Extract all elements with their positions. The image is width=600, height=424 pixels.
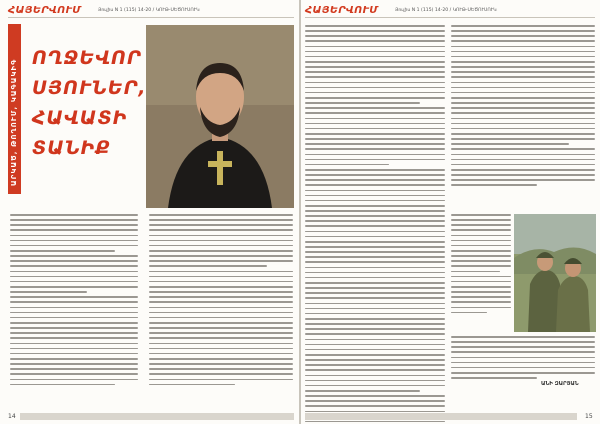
issue-line: Յուլիս N 1 (115) 14-20 / ԿՈՒԹ-ՍԵԾՈՒՍՈՒԿ [395, 8, 497, 13]
text-column-4 [451, 25, 595, 190]
left-page [0, 0, 299, 424]
right-page [301, 0, 600, 424]
magazine-logo: ՀԱՅԵՐՎՈՒՄ [305, 5, 379, 16]
right-footer-bar [305, 413, 577, 420]
text-column-3 [305, 25, 445, 424]
magazine-logo: ՀԱՅԵՐՎՈՒՄ [8, 5, 82, 16]
header-rule [8, 17, 294, 18]
author-signature: ԱՆԻ ԶԱՐՅԱՆ [541, 381, 579, 387]
title-line-2: ՍՅՈՒՆԵՐ, [32, 78, 147, 99]
soldiers-photo [514, 214, 596, 332]
header-rule [305, 17, 595, 18]
priest-photo [146, 25, 294, 208]
text-column-4-lower [451, 214, 511, 317]
page-number-left: 14 [8, 413, 16, 420]
issue-line: Յուլիս N 1 (115) 14-20 / ԿՈՒԹ-ՍԵԾՈՒՍՈՒԿ [98, 8, 200, 13]
text-column-1 [10, 214, 138, 389]
article-title [32, 44, 147, 164]
text-column-2 [149, 214, 293, 389]
text-column-4-bottom [451, 336, 595, 382]
title-line-1: ՈՂՋԵՎՈՐ [32, 48, 142, 69]
vertical-section-label: ԱՐԿԱԾ, ԹՈՂՈՒՄ, ԿԱԳԱԿԻԳ [10, 58, 18, 186]
title-line-4: ՏԱՆԻՔ [32, 138, 111, 159]
title-line-3: ՀԱՎԱՏԻ [32, 108, 128, 129]
priest-portrait-illustration [146, 25, 294, 208]
left-footer-bar [20, 413, 294, 420]
soldiers-illustration [514, 214, 596, 332]
page-number-right: 15 [585, 413, 593, 420]
